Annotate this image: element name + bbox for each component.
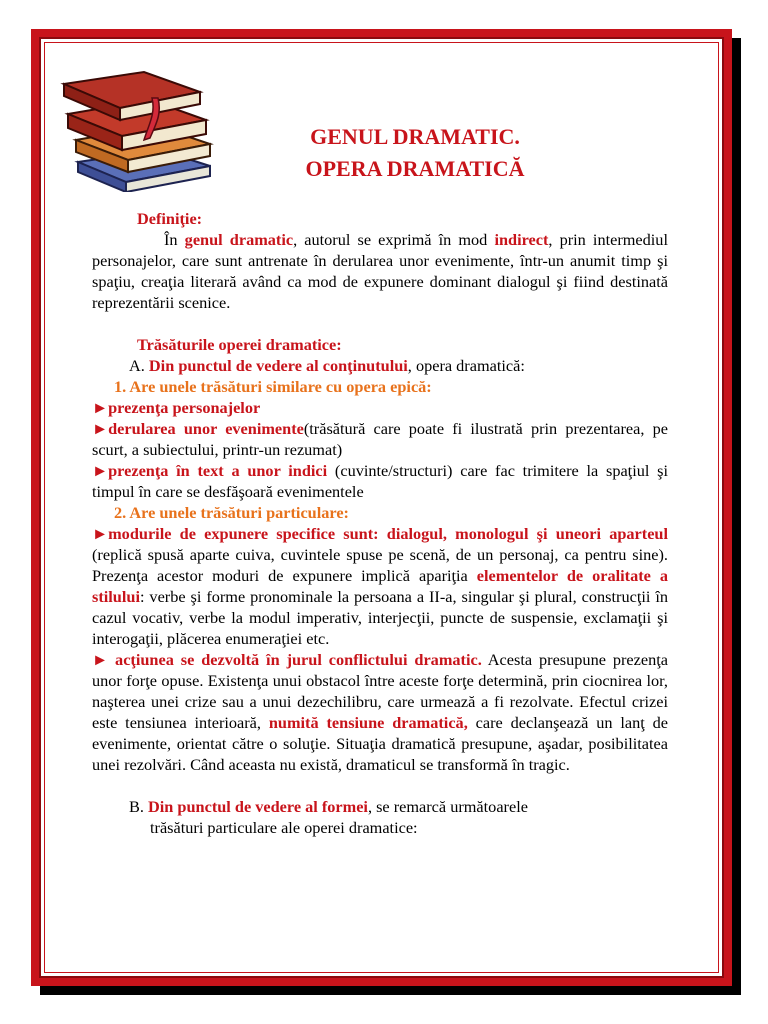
bullet-arrow-icon: ► bbox=[92, 650, 116, 669]
section-b: B. Din punctul de vedere al formei, se remarcă următoarele bbox=[129, 797, 528, 816]
bullet-evenimente: ►derularea unor evenimente(trăsătură care poate fi ilustrată prin prezentarea, pe scurt, a subiectului, printr-un rezumat) bbox=[92, 419, 668, 459]
features-heading: Trăsăturile operei dramatice: bbox=[137, 335, 342, 354]
bullet-arrow-icon: ► bbox=[92, 524, 109, 543]
section-a-label: Din punctul de vedere al conţinutului bbox=[148, 356, 408, 375]
bullet-moduri-expunere: ►modurile de expunere specifice sunt: dialogul, monologul şi uneori aparteul (replică spusă aparte cuiva, cuvintele spuse pe scenă, de un personaj, ca pentru sine). Prezenţa acestor moduri de expunere implică apariţia elementelor de oralitate a stilului: verbe şi forme pronominale la persoana a II-a, singular şi plural, construcţii în cazul vocativ, verbe la modul imperativ, interjecţii, puncte de suspensie, exclamaţii şi interogaţii, plăcerea enumeraţiei etc. bbox=[92, 524, 668, 648]
bullet-conflict: ► acţiunea se dezvoltă în jurul conflictului dramatic. Acesta presupune prezenţa unor forţe opuse. Existenţa unui obstacol între aceste forţe determină, prin ciocnirea lor, naşterea unei crize sau a unui dezechilibru, care urmează a fi rezolvate. Efectul crizei este tensiunea interioară, numită tensiune dramatică, care declanşează un lanţ de evenimente, orientat către o soluţie. Situaţia dramatică presupune, aşadar, posibilitatea unei rezolvări. Când aceasta nu există, dramaticul se transformă în tragic. bbox=[92, 650, 668, 774]
bullet-personaje: ►prezenţa personajelor bbox=[92, 398, 261, 417]
subheading-similar-traits: 1. Are unele trăsături similare cu opera epică: bbox=[114, 377, 432, 396]
term-indirect: indirect bbox=[494, 230, 549, 249]
bullet-arrow-icon: ► bbox=[92, 419, 109, 438]
page-title-line2: OPERA DRAMATICĂ bbox=[305, 156, 525, 181]
definition-paragraph: În genul dramatic, autorul se exprimă în mod indirect, prin intermediul personajelor, care sunt antrenate în derularea unor evenimente, într-un anumit timp şi spaţiu, creaţia literară având ca mod de expunere dominant dialogul şi fiind destinată reprezentării scenice. bbox=[92, 230, 668, 312]
bullet-indici: ►prezenţa în text a unor indici (cuvinte/structuri) care fac trimitere la spaţiul şi timpul în care se desfăşoară evenimentele bbox=[92, 461, 669, 501]
definition-heading: Definiţie: bbox=[137, 209, 203, 228]
document-body bbox=[92, 208, 668, 838]
page-title-line1: GENUL DRAMATIC. bbox=[310, 124, 520, 149]
term-genul-dramatic: genul dramatic bbox=[184, 230, 294, 249]
subheading-particular-traits: 2. Are unele trăsături particulare: bbox=[114, 503, 349, 522]
section-a: A. Din punctul de vedere al conţinutului, opera dramatică: bbox=[129, 356, 525, 375]
section-b-continuation: trăsături particulare ale operei dramatice: bbox=[150, 818, 418, 837]
bullet-arrow-icon: ► bbox=[92, 461, 109, 480]
section-b-label: Din punctul de vedere al formei bbox=[148, 797, 368, 816]
bullet-arrow-icon: ► bbox=[92, 398, 109, 417]
